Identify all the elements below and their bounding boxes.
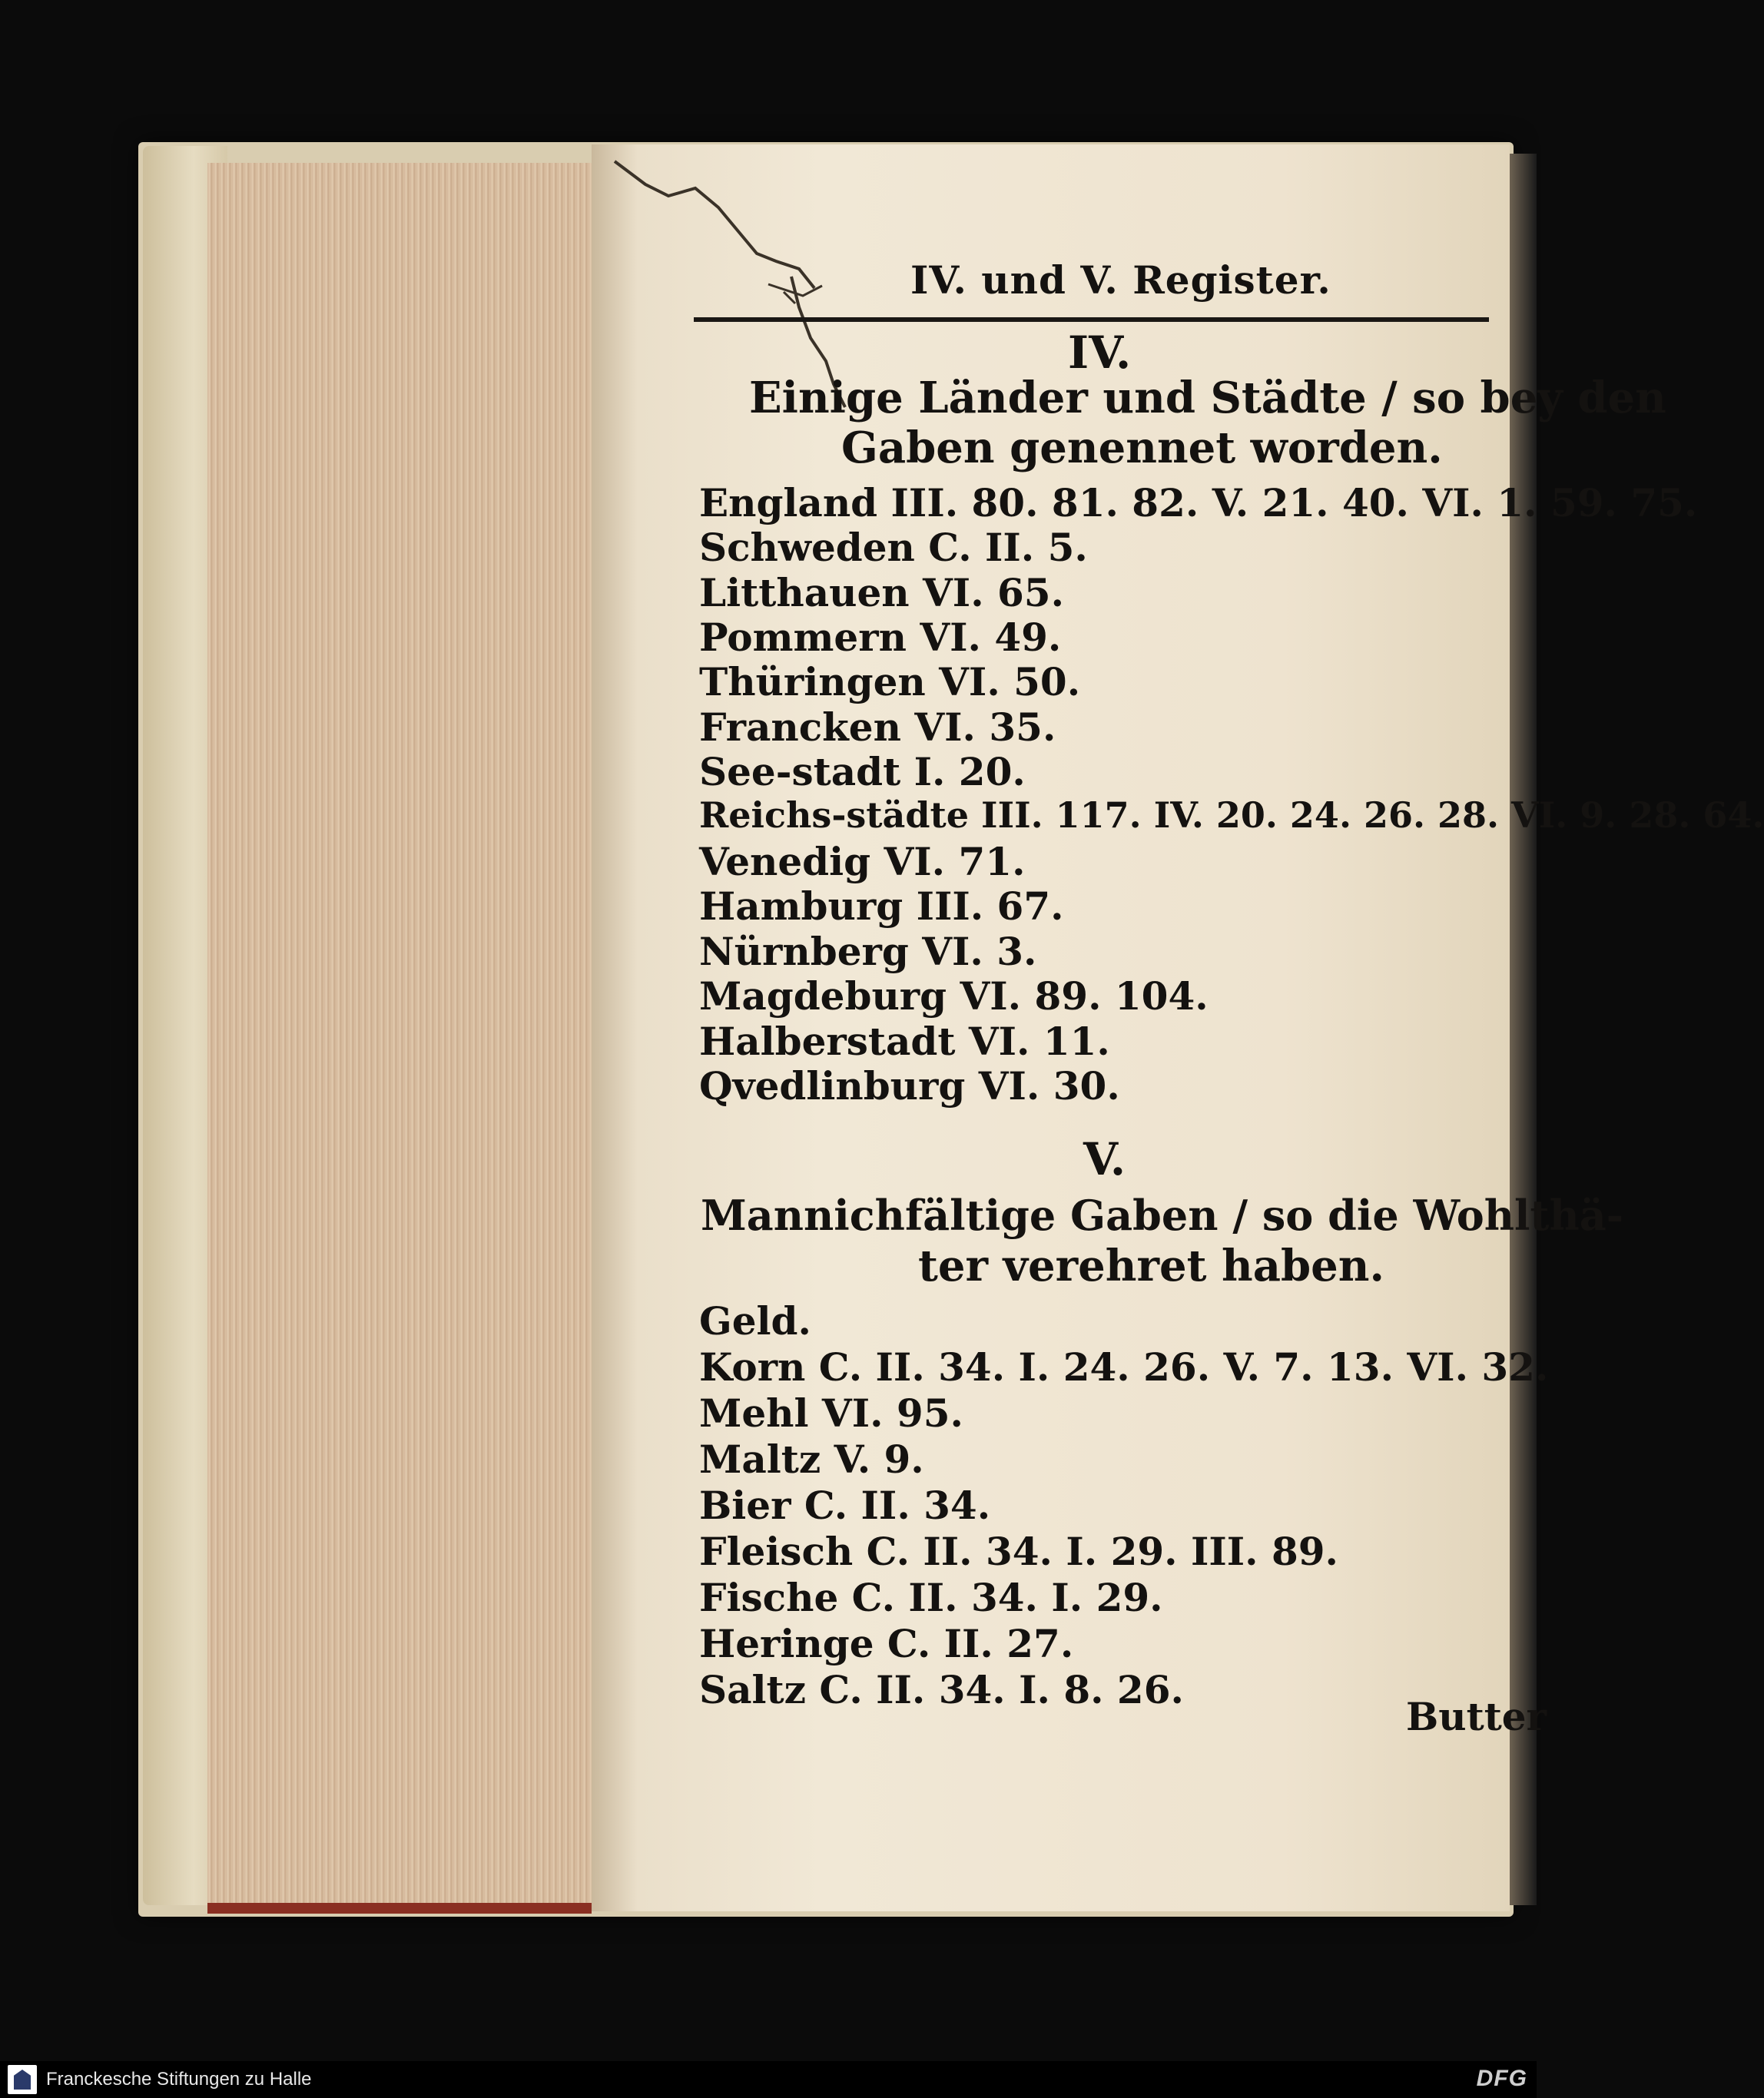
list-item: Maltz V. 9. bbox=[699, 1437, 924, 1482]
header-rule bbox=[694, 317, 1489, 322]
list-item: Schweden C. II. 5. bbox=[699, 525, 1088, 570]
dfg-logo[interactable]: DFG bbox=[1476, 2066, 1527, 2091]
list-item: Reichs-städte III. 117. IV. 20. 24. 26. 28. VI. 9. 28. 64. bbox=[699, 794, 1764, 836]
list-item: Nürnberg VI. 3. bbox=[699, 929, 1037, 974]
list-item: Venedig VI. 71. bbox=[699, 839, 1026, 884]
catchword: Butter bbox=[1406, 1694, 1547, 1739]
list-item: Heringe C. II. 27. bbox=[699, 1621, 1074, 1666]
list-item: Korn C. II. 34. I. 24. 26. V. 7. 13. VI. 32. bbox=[699, 1344, 1549, 1390]
list-item: England III. 80. 81. 82. V. 21. 40. VI. 1. 59. 75. bbox=[699, 480, 1698, 525]
franckesche-stiftungen-logo-icon[interactable] bbox=[8, 2065, 37, 2094]
list-item: Geld. bbox=[699, 1298, 811, 1344]
list-item: Saltz C. II. 34. I. 8. 26. bbox=[699, 1667, 1184, 1712]
running-header: IV. und V. Register. bbox=[910, 257, 1331, 303]
section-iv-title-line2: Gaben genennet worden. bbox=[841, 423, 1443, 473]
list-item: Fleisch C. II. 34. I. 29. III. 89. bbox=[699, 1529, 1338, 1574]
list-item: Fische C. II. 34. I. 29. bbox=[699, 1575, 1163, 1620]
section-v-number: V. bbox=[1083, 1133, 1126, 1185]
list-item: Halberstadt VI. 11. bbox=[699, 1019, 1110, 1064]
footer-bar bbox=[0, 2061, 1537, 2098]
section-iv-number: IV. bbox=[1068, 326, 1132, 379]
list-item: Mehl VI. 95. bbox=[699, 1390, 963, 1436]
list-item: Thüringen VI. 50. bbox=[699, 659, 1081, 704]
list-item: Bier C. II. 34. bbox=[699, 1483, 991, 1528]
list-item: Pommern VI. 49. bbox=[699, 615, 1062, 660]
footer-institution: Franckesche Stiftungen zu Halle bbox=[46, 2069, 312, 2090]
list-item: See-stadt I. 20. bbox=[699, 749, 1026, 794]
list-item: Qvedlinburg VI. 30. bbox=[699, 1063, 1120, 1109]
list-item: Hamburg III. 67. bbox=[699, 883, 1064, 929]
section-v-title-line2: ter verehret haben. bbox=[918, 1241, 1385, 1291]
list-item: Magdeburg VI. 89. 104. bbox=[699, 973, 1209, 1019]
list-item: Francken VI. 35. bbox=[699, 704, 1056, 750]
section-v-title-line1: Mannichfältige Gaben / so die Wohlthä- bbox=[701, 1191, 1624, 1240]
section-iv-title-line1: Einige Länder und Städte / so bey den bbox=[749, 373, 1666, 423]
list-item: Litthauen VI. 65. bbox=[699, 570, 1064, 615]
